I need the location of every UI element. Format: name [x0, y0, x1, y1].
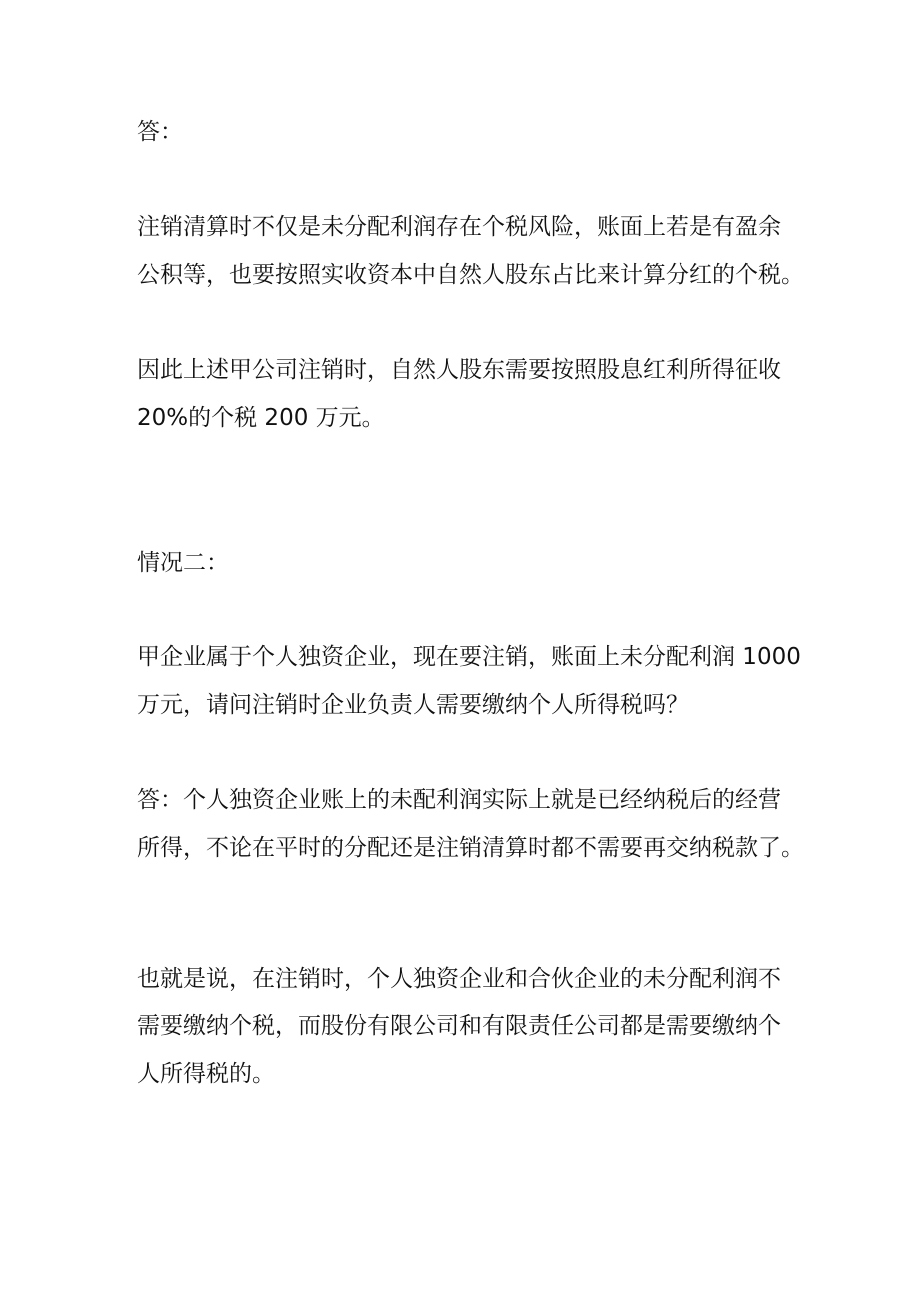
- text-line: 答：: [137, 119, 183, 145]
- text-line: 甲企业属于个人独资企业，现在要注销，账面上未分配利润 1000: [137, 644, 801, 670]
- text-line: 答：个人独资企业账上的未配利润实际上就是已经纳税后的经营: [137, 787, 781, 813]
- text-line: 因此上述甲公司注销时，自然人股东需要按照股息红利所得征收: [137, 357, 781, 383]
- text-line: 需要缴纳个税，而股份有限公司和有限责任公司都是需要缴纳个: [137, 1013, 781, 1039]
- text-line: 所得，不论在平时的分配还是注销清算时都不需要再交纳税款了。: [137, 835, 804, 861]
- text-line: 人所得税的。: [137, 1061, 275, 1087]
- text-line: 也就是说，在注销时，个人独资企业和合伙企业的未分配利润不: [137, 966, 781, 992]
- text-line: 情况二：: [137, 550, 229, 576]
- text-line: 20%的个税 200 万元。: [137, 405, 385, 431]
- text-line: 万元，请问注销时企业负责人需要缴纳个人所得税吗？: [137, 692, 689, 718]
- text-line: 公积等，也要按照实收资本中自然人股东占比来计算分红的个税。: [137, 262, 804, 288]
- text-line: 注销清算时不仅是未分配利润存在个税风险，账面上若是有盈余: [137, 214, 781, 240]
